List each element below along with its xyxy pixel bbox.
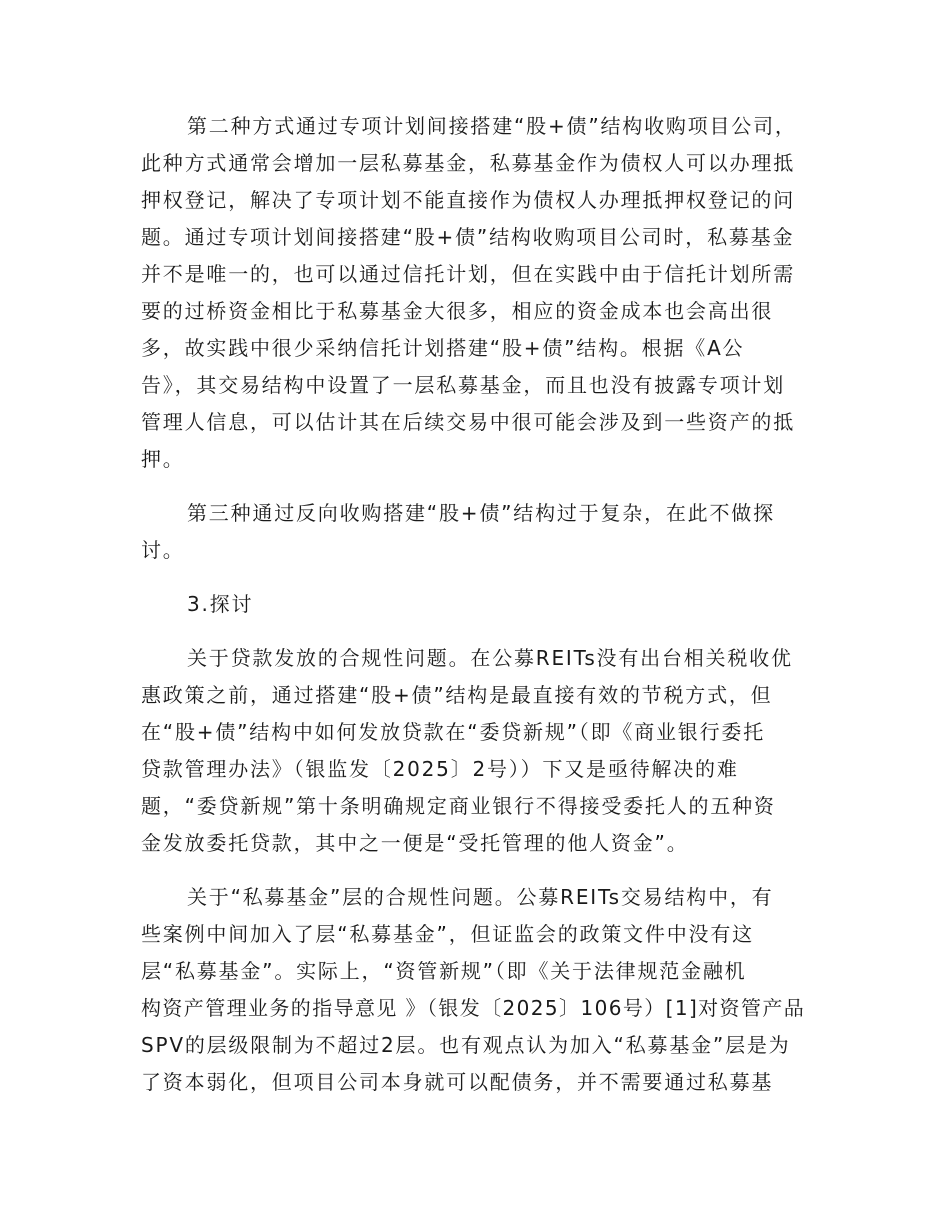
- text-line: 题。通过专项计划间接搭建“股+债”结构收购项目公司时，私募基金: [141, 225, 795, 249]
- text-line: SPV的层级限制为不超过2层。也有观点认为加入“私募基金”层是为: [141, 1033, 791, 1057]
- text-line: 关于“私募基金”层的合规性问题。公募REITs交易结构中，有: [187, 885, 774, 909]
- text-line: 押权登记，解决了专项计划不能直接作为债权人办理抵押权登记的问: [141, 188, 795, 212]
- text-line: 第二种方式通过专项计划间接搭建“股+债”结构收购项目公司，: [187, 114, 797, 138]
- text-line: 要的过桥资金相比于私募基金大很多，相应的资金成本也会高出很: [141, 299, 774, 323]
- section-heading-text: 3.探讨: [187, 592, 254, 616]
- text-line: 贷款管理办法》（银监发〔2025〕2号））下又是亟待解决的难: [141, 757, 739, 781]
- text-line: 金发放委托贷款，其中之一便是“受托管理的他人资金”。: [141, 831, 689, 855]
- text-line: 管理人信息，可以估计其在后续交易中很可能会涉及到一些资产的抵: [141, 410, 795, 434]
- text-line: 在“股+债”结构中如何发放贷款在“委贷新规”（即《商业银行委托: [141, 720, 766, 744]
- text-line: 层“私募基金”。实际上，“资管新规”（即《关于法律规范金融机: [141, 959, 747, 983]
- text-line: 讨。: [141, 538, 185, 562]
- text-line: 题，“委贷新规”第十条明确规定商业银行不得接受委托人的五种资: [141, 794, 776, 818]
- text-line: 构资产管理业务的指导意见 》（银发〔2025〕106号）[1]对资管产品: [141, 996, 806, 1020]
- text-line: 关于贷款发放的合规性问题。在公募REITs没有出台相关税收优: [187, 646, 793, 670]
- text-line: 了资本弱化，但项目公司本身就可以配债务，并不需要通过私募基: [141, 1070, 774, 1094]
- text-line: 第三种通过反向收购搭建“股+债”结构过于复杂，在此不做探: [187, 501, 775, 525]
- text-line: 些案例中间加入了层“私募基金”，但证监会的政策文件中没有这: [141, 922, 754, 946]
- text-line: 惠政策之前，通过搭建“股+债”结构是最直接有效的节税方式，但: [141, 683, 773, 707]
- text-line: 多，故实践中很少采纳信托计划搭建“股+债”结构。根据《A公: [141, 336, 745, 360]
- text-line: 并不是唯一的，也可以通过信托计划，但在实践中由于信托计划所需: [141, 262, 795, 286]
- text-line: 此种方式通常会增加一层私募基金，私募基金作为债权人可以办理抵: [141, 151, 795, 175]
- text-line: 押。: [141, 447, 185, 471]
- text-line: 告》，其交易结构中设置了一层私募基金，而且也没有披露专项计划: [141, 373, 785, 397]
